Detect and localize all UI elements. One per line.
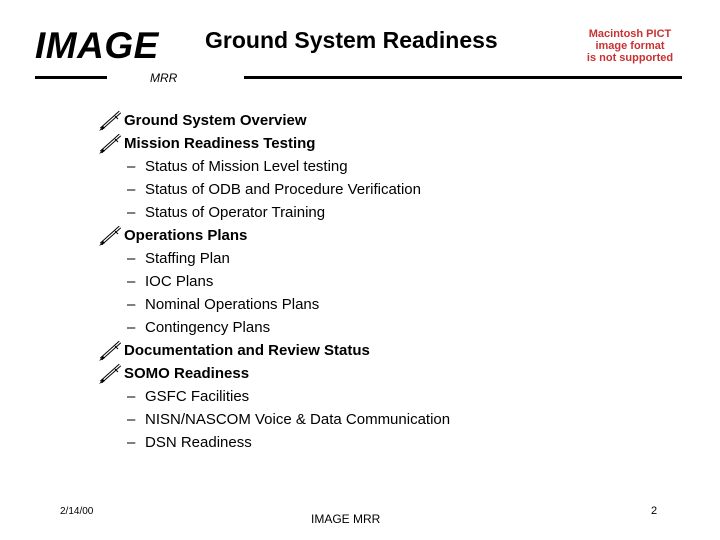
pencil-icon [98, 362, 124, 385]
logo: IMAGE [35, 25, 159, 66]
dash-bullet: – [127, 411, 136, 428]
dash-bullet: – [127, 319, 136, 336]
outline-text: Nominal Operations Plans [145, 296, 320, 313]
outline-text: NISN/NASCOM Voice & Data Communication [145, 411, 451, 428]
footer-title: IMAGE MRR [311, 512, 381, 526]
outline-text: Staffing Plan [145, 250, 230, 267]
outline-subitem [98, 293, 658, 316]
outline-list [98, 109, 658, 454]
outline-text: SOMO Readiness [124, 365, 250, 382]
unsupported-image-placeholder [580, 28, 680, 64]
outline-text: Status of Operator Training [145, 204, 326, 221]
outline-text: Documentation and Review Status [124, 342, 370, 359]
outline-text: Mission Readiness Testing [124, 135, 316, 152]
outline-text: Ground System Overview [124, 112, 307, 129]
outline-subitem [98, 247, 658, 270]
page-number: 2 [651, 505, 658, 517]
pencil-icon [98, 109, 124, 132]
dash-bullet: – [127, 296, 136, 313]
outline-text: GSFC Facilities [145, 388, 250, 405]
placeholder-text: Macintosh PICT image format is not supported [586, 28, 674, 64]
outline-subitem [98, 178, 658, 201]
outline-subitem [98, 155, 658, 178]
outline-subitem [98, 385, 658, 408]
outline-subitem [98, 408, 658, 431]
dash-bullet: – [127, 388, 136, 405]
outline-text: IOC Plans [145, 273, 214, 290]
slide-subtitle: MRR [150, 71, 178, 85]
outline-text: Status of Mission Level testing [145, 158, 348, 175]
outline-subitem [98, 316, 658, 339]
outline-item [98, 109, 658, 132]
pencil-icon [98, 224, 124, 247]
title-rule-left [35, 76, 107, 79]
dash-bullet: – [127, 204, 136, 221]
pencil-icon [98, 132, 124, 155]
dash-bullet: – [127, 181, 136, 198]
outline-subitem [98, 270, 658, 293]
outline-text: Status of ODB and Procedure Verification [145, 181, 421, 198]
outline-item [98, 132, 658, 155]
outline-item [98, 339, 658, 362]
dash-bullet: – [127, 273, 136, 290]
outline-text: Contingency Plans [145, 319, 271, 336]
outline-subitem [98, 431, 658, 454]
slide-title: Ground System Readiness [205, 27, 498, 53]
dash-bullet: – [127, 158, 136, 175]
footer-date: 2/14/00 [60, 506, 94, 517]
dash-bullet: – [127, 250, 136, 267]
outline-subitem [98, 201, 658, 224]
dash-bullet: – [127, 434, 136, 451]
outline-text: Operations Plans [124, 227, 248, 244]
pencil-icon [98, 339, 124, 362]
outline-text: DSN Readiness [145, 434, 252, 451]
outline-item [98, 224, 658, 247]
title-rule-right [244, 76, 682, 79]
outline-item [98, 362, 658, 385]
